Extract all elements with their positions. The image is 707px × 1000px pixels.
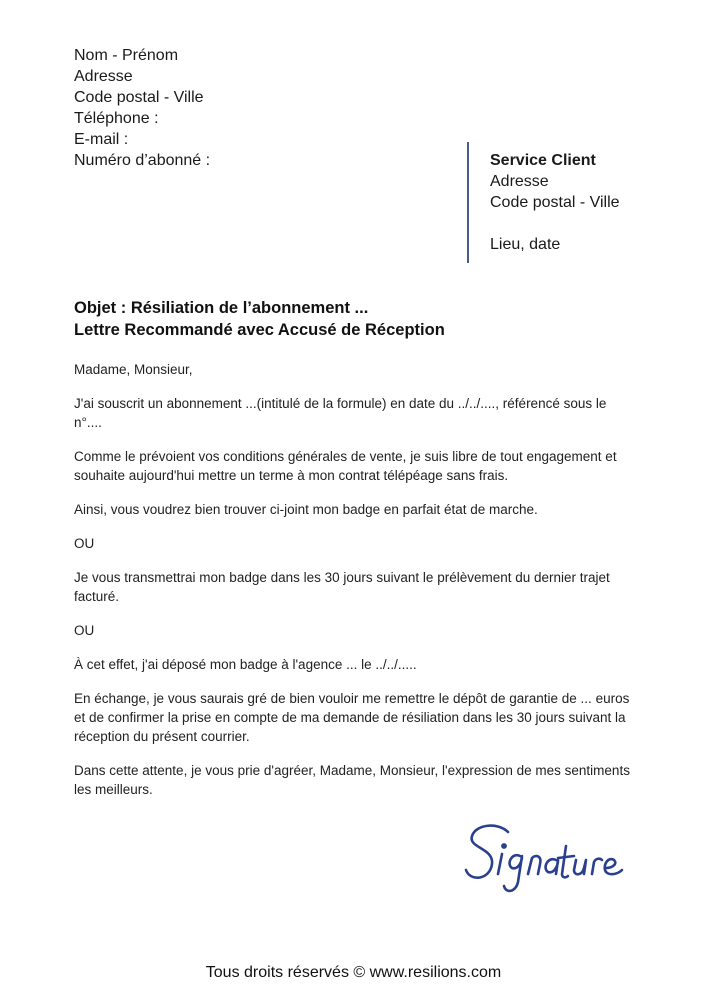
paragraph-closing: Dans cette attente, je vous prie d'agréer, Madame, Monsieur, l'expression de mes sentiments les meilleurs. [74, 763, 630, 797]
recipient-block [490, 150, 620, 255]
recipient-address: Adresse [490, 173, 549, 190]
subject-line-2: Lettre Recommandé avec Accusé de Réception [74, 321, 445, 339]
sender-name: Nom - Prénom [74, 47, 179, 64]
paragraph-badge-attached: Ainsi, vous voudrez bien trouver ci-joint mon badge en parfait état de marche. [74, 502, 538, 517]
recipient-name: Service Client [490, 152, 596, 169]
sender-block [74, 45, 210, 171]
paragraph-or-1: OU [74, 536, 95, 551]
paragraph-or-2: OU [74, 623, 95, 638]
paragraph-badge-transmit: Je vous transmettrai mon badge dans les 30 jours suivant le prélèvement du dernier trajet facturé. [74, 570, 610, 604]
sender-postal-city: Code postal - Ville [74, 89, 204, 106]
letter-body [74, 360, 636, 814]
sender-subscriber-number: Numéro d’abonné : [74, 152, 211, 169]
paragraph-subscription: J'ai souscrit un abonnement ...(intitulé de la formule) en date du ../../...., référencé sous le n°.... [74, 396, 607, 430]
signature-strokes [466, 826, 622, 891]
recipient-postal-city: Code postal - Ville [490, 194, 620, 211]
signature-icon [462, 818, 637, 898]
sender-email: E-mail : [74, 131, 129, 148]
subject-line-1: Objet : Résiliation de l’abonnement ... [74, 299, 369, 317]
recipient-divider [467, 142, 469, 263]
paragraph-conditions: Comme le prévoient vos conditions générales de vente, je suis libre de tout engagement et souhaite aujourd'hui mettre un terme à mon contrat télépéage sans frais. [74, 449, 617, 483]
paragraph-badge-deposited: À cet effet, j'ai déposé mon badge à l'agence ... le ../../..... [74, 657, 417, 672]
sender-address: Adresse [74, 68, 133, 85]
paragraph-salutation: Madame, Monsieur, [74, 362, 193, 377]
recipient-spacer [490, 213, 620, 234]
recipient-place-date: Lieu, date [490, 236, 561, 253]
paragraph-deposit-refund: En échange, je vous saurais gré de bien vouloir me remettre le dépôt de garantie de ... euros et de confirmer la prise en compte de ma demande de résiliation dans les 30 jours suivant la réception du présent courrier. [74, 691, 630, 744]
sender-phone: Téléphone : [74, 110, 159, 127]
subject-block [74, 297, 445, 341]
footer-copyright: Tous droits réservés © www.resilions.com [205, 964, 502, 981]
